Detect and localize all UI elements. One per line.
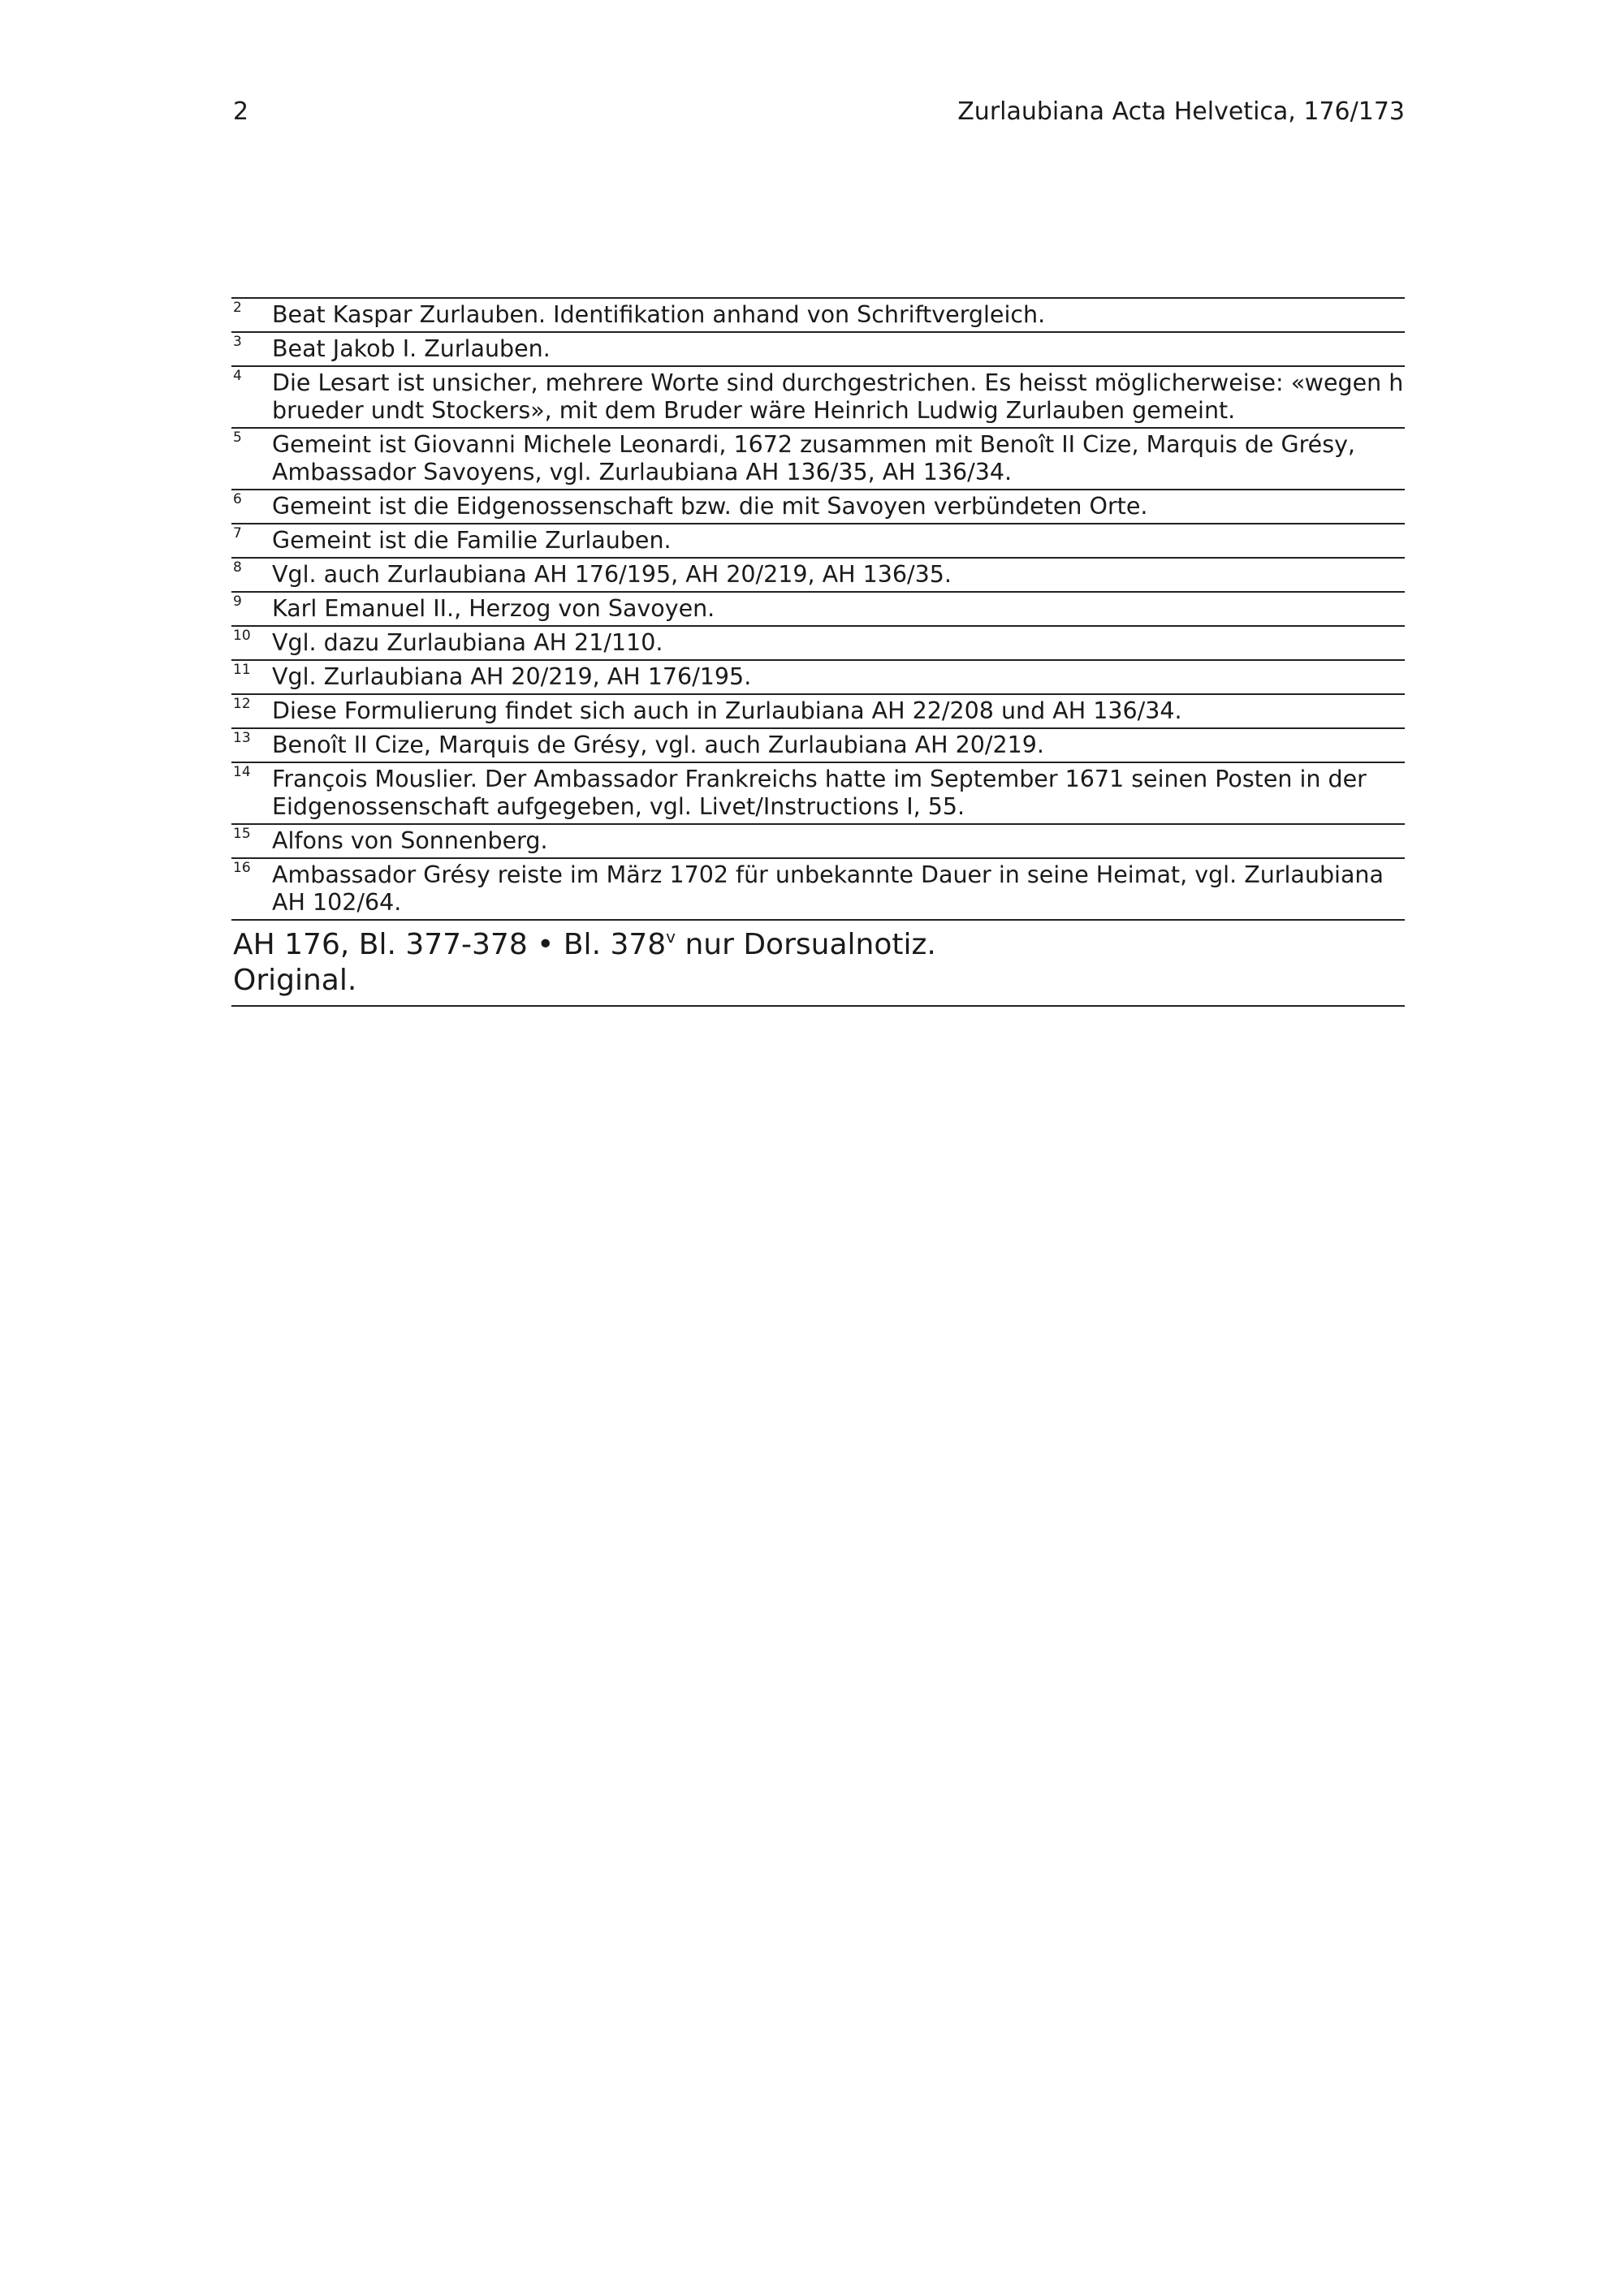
footnote-item: [231, 729, 1405, 763]
footnote-item: [231, 763, 1405, 825]
footnote-number: 5: [233, 429, 242, 446]
footnote-text: Karl Emanuel II., Herzog von Savoyen.: [272, 595, 715, 622]
footnote-number: 6: [233, 491, 242, 507]
footnote-text: Vgl. auch Zurlaubiana AH 176/195, AH 20/219, AH 136/35.: [272, 561, 952, 588]
footnote-item: [231, 859, 1405, 921]
footnote-number: 7: [233, 525, 242, 542]
source-verso-mark: v: [666, 927, 676, 947]
footnote-text: Die Lesart ist unsicher, mehrere Worte sind durchgestrichen. Es heisst möglicherweise: «wegen h brueder undt Stockers», mit dem Bruder wäre Heinrich Ludwig Zurlauben gemeint.: [272, 369, 1404, 424]
footnote-number: 16: [233, 860, 251, 876]
footnote-list: [231, 297, 1405, 1007]
footnote-number: 12: [233, 696, 251, 712]
running-title: Zurlaubiana Acta Helvetica, 176/173: [957, 97, 1405, 126]
footnote-item: [231, 299, 1405, 333]
source-dorsal-note: nur Dorsualnotiz.: [676, 928, 936, 961]
footnote-text: Vgl. dazu Zurlaubiana AH 21/110.: [272, 629, 663, 656]
footnote-item: [231, 524, 1405, 559]
source-line-1: [233, 927, 1405, 963]
footnote-number: 13: [233, 730, 251, 746]
footnote-item: [231, 825, 1405, 859]
footnote-number: 11: [233, 662, 251, 678]
footnote-text: Gemeint ist die Eidgenossenschaft bzw. die mit Savoyen verbündeten Orte.: [272, 493, 1148, 520]
source-note: [231, 921, 1405, 1007]
footnote-number: 8: [233, 559, 242, 576]
footnote-number: 10: [233, 628, 251, 644]
footnote-item: [231, 593, 1405, 627]
footnote-text: Ambassador Grésy reiste im März 1702 für unbekannte Dauer in seine Heimat, vgl. Zurlaubiana AH 102/64.: [272, 861, 1384, 916]
footnote-item: [231, 429, 1405, 490]
footnote-item: [231, 627, 1405, 661]
footnote-text: François Mouslier. Der Ambassador Frankreichs hatte im September 1671 seinen Posten in der Eidgenossenschaft aufgegeben, vgl. Livet/Instructions I, 55.: [272, 766, 1367, 820]
footnote-number: 4: [233, 368, 242, 384]
source-line-2: Original.: [233, 964, 357, 997]
footnote-text: Beat Jakob I. Zurlauben.: [272, 335, 551, 362]
footnote-text: Diese Formulierung findet sich auch in Zurlaubiana AH 22/208 und AH 136/34.: [272, 697, 1182, 724]
footnote-text: Benoît II Cize, Marquis de Grésy, vgl. auch Zurlaubiana AH 20/219.: [272, 732, 1044, 758]
footnote-item: [231, 333, 1405, 367]
footnote-number: 9: [233, 593, 242, 610]
source-reference: AH 176, Bl. 377-378 • Bl. 378: [233, 928, 667, 961]
footnote-item: [231, 695, 1405, 729]
footnote-text: Beat Kaspar Zurlauben. Identifikation anhand von Schriftvergleich.: [272, 301, 1046, 328]
footnote-text: Gemeint ist Giovanni Michele Leonardi, 1672 zusammen mit Benoît II Cize, Marquis de Grésy, Ambassador Savoyens, vgl. Zurlaubiana AH 136/35, AH 136/34.: [272, 431, 1355, 486]
page-number: 2: [233, 97, 249, 126]
footnote-text: Alfons von Sonnenberg.: [272, 827, 548, 854]
footnote-text: Vgl. Zurlaubiana AH 20/219, AH 176/195.: [272, 663, 752, 690]
footnote-number: 2: [233, 300, 242, 316]
footnote-number: 15: [233, 826, 251, 842]
footnote-item: [231, 367, 1405, 429]
footnote-number: 3: [233, 334, 242, 350]
footnote-item: [231, 559, 1405, 593]
footnote-text: Gemeint ist die Familie Zurlauben.: [272, 527, 672, 554]
footnote-item: [231, 490, 1405, 524]
footnote-number: 14: [233, 764, 251, 780]
footnote-item: [231, 661, 1405, 695]
